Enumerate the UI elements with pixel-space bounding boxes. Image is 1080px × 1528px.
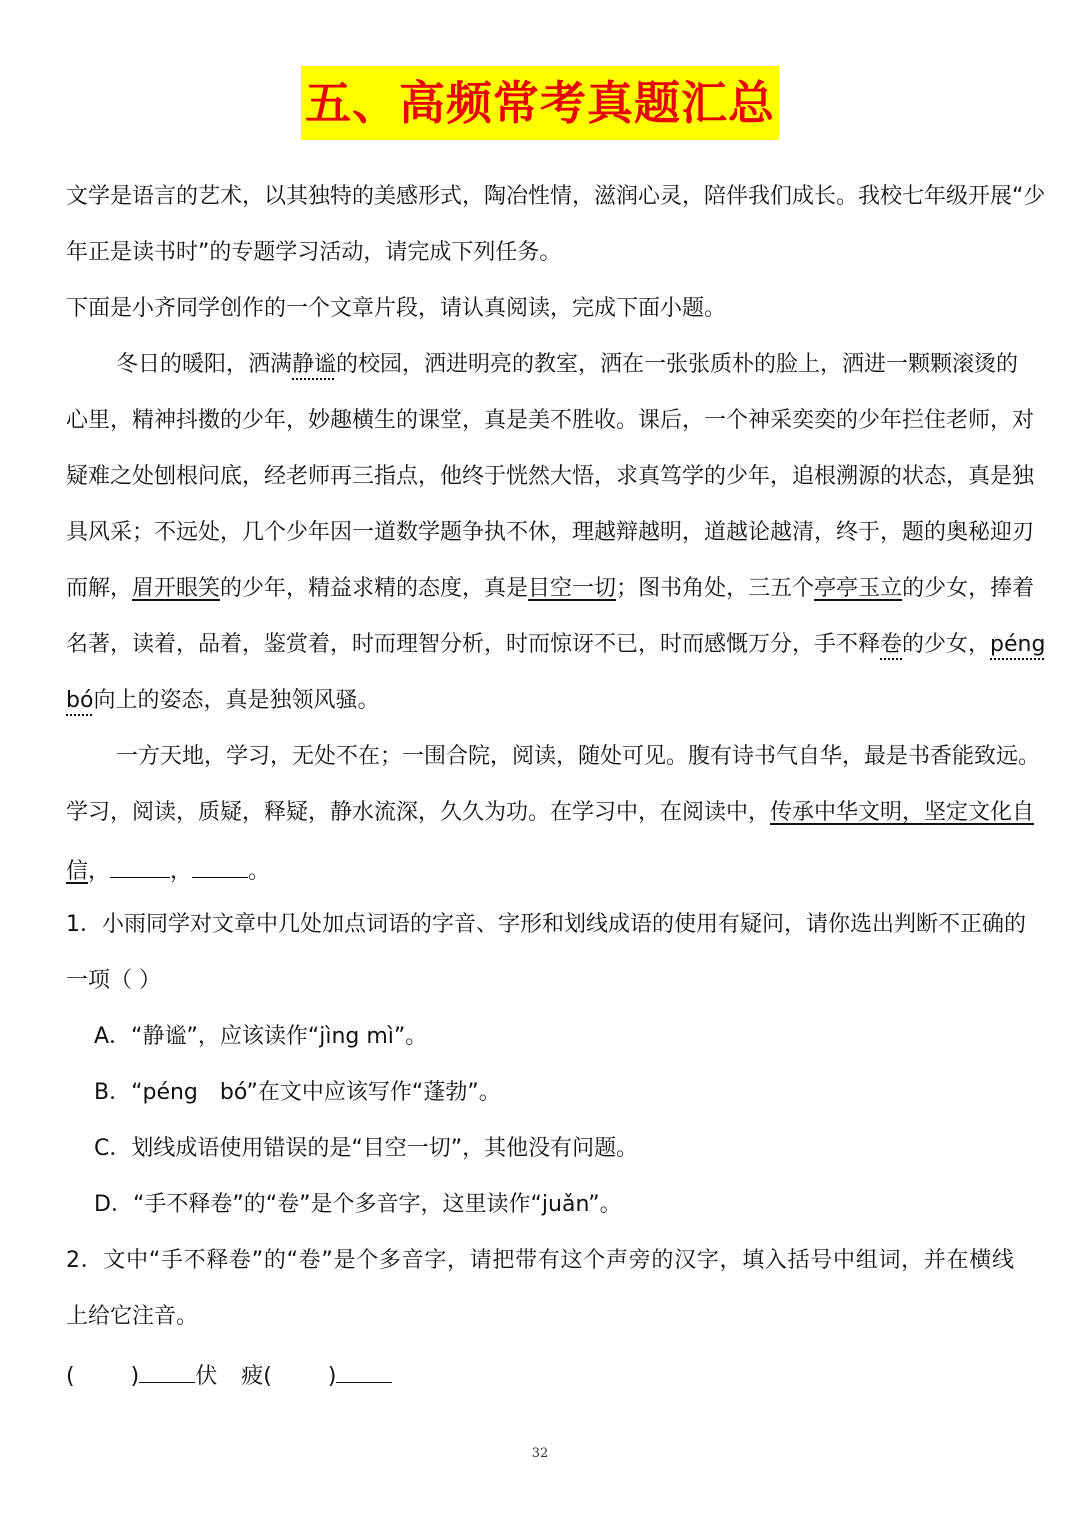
passage-line-9 [66,795,1035,831]
underlined-idiom-meikaiyanxiao: 眉开眼笑 [132,576,221,601]
passage-text: ， [88,859,111,884]
underlined-phrase-chuancheng: 传承中华文明，坚定文化自 [770,800,1035,825]
passage-text: ， [170,859,193,884]
passage-text: 的校园，洒进明亮的教室，洒在一张张质朴的脸上，洒进一颗颗滚烫的 [336,352,1019,377]
dotted-pinyin-bo: bó [66,688,94,713]
intro-line-2: 年正是读书时”的专题学习活动，请完成下列任务。 [66,240,562,265]
passage-text: 冬日的暖阳，洒满 [116,352,293,377]
passage-text: 。 [248,859,271,884]
passage-text: 的少女， [902,632,991,657]
fill-char-pi: 疲 [241,1364,264,1389]
passage-text: 的少年，精益求精的态度，真是 [220,576,529,601]
passage-line-5 [66,571,1035,607]
passage-line-3: 疑难之处刨根问底，经老师再三指点，他终于恍然大悟，求真笃学的少年，追根溯源的状态，真是独 [66,464,1035,489]
paren-close: ) [327,1364,337,1389]
title-wrap [0,66,1080,140]
fill-char-fu: 伏 [195,1364,218,1389]
underlined-idiom-mukongyiqie: 目空一切 [528,576,617,601]
pinyin-blank-1[interactable] [139,1356,195,1383]
paren-open: ( [66,1364,75,1389]
dotted-word-juan: 卷 [880,632,903,657]
q2-stem-line-1: 2．文中“手不释卷”的“卷”是个多音字，请把带有这个声旁的汉字，填入括号中组词，并在横线 [66,1248,1014,1273]
page-number: 32 [531,1446,549,1461]
passage-text: ；图书角处，三五个 [616,576,815,601]
page-title: 五、高频常考真题汇总 [301,66,779,140]
underlined-idiom-tingtingyuli: 亭亭玉立 [814,576,903,601]
pinyin-blank-2[interactable] [336,1356,392,1383]
passage-line-1 [116,347,1019,383]
passage-line-8: 一方天地，学习，无处不在；一围合院，阅读，随处可见。腹有诗书气自华，最是书香能致远。 [116,744,1041,769]
q2-fill-line [66,1356,392,1392]
underlined-char-xin: 信 [66,859,89,884]
q2-stem-line-2: 上给它注音。 [66,1304,199,1329]
dotted-word-jingmi: 静谧 [292,352,337,377]
answer-blank-1[interactable] [110,851,170,878]
passage-line-7 [66,683,379,719]
passage-text: 名著，读着，品着，鉴赏着，时而理智分析，时而惊讶不已，时而感慨万分，手不释 [66,632,881,657]
intro-line-3: 下面是小齐同学创作的一个文章片段，请认真阅读，完成下面小题。 [66,296,727,321]
passage-text: 向上的姿态，真是独领风骚。 [93,688,380,713]
intro-line-1: 文学是语言的艺术，以其独特的美感形式，陶冶性情，滋润心灵，陪伴我们成长。我校七年级开展“少 [66,184,1046,209]
passage-line-10 [66,851,270,887]
dotted-pinyin-peng: péng [990,632,1046,657]
passage-line-2: 心里，精神抖擞的少年，妙趣横生的课堂，真是美不胜收。课后，一个神采奕奕的少年拦住老师，对 [66,408,1035,433]
paren-close: ) [130,1364,140,1389]
passage-line-6 [66,627,1046,663]
passage-text: 学习，阅读，质疑，释疑，静水流深，久久为功。在学习中，在阅读中， [66,800,771,825]
passage-line-4: 具风采；不远处，几个少年因一道数学题争执不休，理越辩越明，道越论越清，终于，题的奥秘迎刃 [66,520,1035,545]
passage-text: 而解， [66,576,133,601]
q1-option-d[interactable]: D．“手不释卷”的“卷”是个多音字，这里读作“juǎn”。 [94,1192,622,1217]
q1-stem-line-2: 一项（ ） [66,968,161,993]
q1-option-a[interactable]: A．“静谧”，应该读作“jìng mì”。 [94,1024,428,1049]
q1-option-c[interactable]: C．划线成语使用错误的是“目空一切”，其他没有问题。 [94,1136,639,1161]
answer-blank-2[interactable] [192,851,248,878]
q1-option-b[interactable]: B．“péng bó”在文中应该写作“蓬勃”。 [94,1080,501,1105]
q1-stem-line-1: 1．小雨同学对文章中几处加点词语的字音、字形和划线成语的使用有疑问，请你选出判断不正确的 [66,912,1027,937]
paren-open: ( [263,1364,272,1389]
passage-text: 的少女，捧着 [902,576,1035,601]
